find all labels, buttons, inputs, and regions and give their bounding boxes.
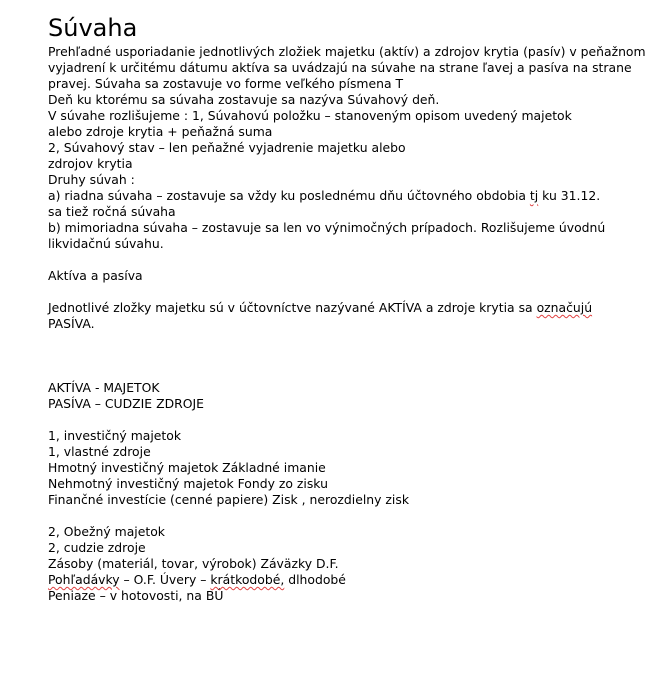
intro-line-3: pravej. Súvaha sa zostavuje vo forme veľkého písmena T <box>48 76 404 91</box>
section-heading: Aktíva a pasíva <box>48 268 143 283</box>
group2-line-4-text: – O.F. Úvery – <box>119 572 211 587</box>
spacer <box>48 284 567 300</box>
intro-line-13: likvidačnú súvahu. <box>48 236 164 251</box>
intro-line-12: b) mimoriadna súvaha – zostavuje sa len vo výnimočných prípadoch. Rozlišujeme úvodnú <box>48 220 606 235</box>
spellcheck-word[interactable]: tj <box>529 188 539 203</box>
intro-line-10-text: a) riadna súvaha – zostavuje sa vždy ku poslednému dňu účtovného obdobia <box>48 188 530 203</box>
spacer <box>48 332 567 348</box>
pasiva-heading: PASÍVA – CUDZIE ZDROJE <box>48 396 204 411</box>
group2-line-4 <box>48 572 567 588</box>
section-paragraph-line-1 <box>48 300 593 316</box>
spacer <box>48 508 567 524</box>
spacer <box>48 412 567 428</box>
spellcheck-word[interactable]: krátkodobé, <box>210 572 285 587</box>
intro-line-6: alebo zdroje krytia + peňažná suma <box>48 124 273 139</box>
group2-line-4-end: dlhodobé <box>284 572 346 587</box>
intro-line-5: V súvahe rozlišujeme : 1, Súvahovú položku – stanoveným opisom uvedený majetok <box>48 108 572 123</box>
intro-line-2: vyjadrení k určitému dátumu aktíva sa uvádzajú na súvahe na strane ľavej a pasíva na strane <box>48 60 632 75</box>
section-paragraph-line-2: PASÍVA. <box>48 316 95 331</box>
group2-line-2: 2, cudzie zdroje <box>48 540 146 555</box>
intro-line-11: sa tiež ročná súvaha <box>48 204 176 219</box>
page-title: Súvaha <box>48 14 138 42</box>
group1-line-1: 1, investičný majetok <box>48 428 182 443</box>
aktiva-heading: AKTÍVA - MAJETOK <box>48 380 160 395</box>
intro-line-4: Deň ku ktorému sa súvaha zostavuje sa nazýva Súvahový deň. <box>48 92 440 107</box>
spellcheck-word[interactable]: označujú <box>536 300 593 315</box>
section-paragraph-text: Jednotlivé zložky majetku sú v účtovníctve nazývané AKTÍVA a zdroje krytia sa <box>48 300 537 315</box>
intro-line-10 <box>48 188 601 204</box>
group1-line-5: Finančné investície (cenné papiere) Zisk , nerozdielny zisk <box>48 492 409 507</box>
intro-line-8: zdrojov krytia <box>48 156 133 171</box>
intro-line-1: Prehľadné usporiadanie jednotlivých zložiek majetku (aktív) a zdrojov krytia (pasív) v peňažnom <box>48 44 646 59</box>
spacer <box>48 348 567 364</box>
intro-line-7: 2, Súvahový stav – len peňažné vyjadrenie majetku alebo <box>48 140 406 155</box>
spacer <box>48 252 567 268</box>
group2-line-3: Zásoby (materiál, tovar, výrobok) Záväzky D.F. <box>48 556 339 571</box>
group1-line-4: Nehmotný investičný majetok Fondy zo zisku <box>48 476 328 491</box>
intro-line-10-end: ku 31.12. <box>538 188 601 203</box>
group2-line-5: Peniaze – v hotovosti, na BÚ <box>48 588 224 603</box>
document-page <box>48 14 646 604</box>
spacer <box>48 364 567 380</box>
spellcheck-word[interactable]: Pohľadávky <box>48 572 120 587</box>
group1-line-2: 1, vlastné zdroje <box>48 444 151 459</box>
group2-line-1: 2, Obežný majetok <box>48 524 165 539</box>
group1-line-3: Hmotný investičný majetok Základné imanie <box>48 460 326 475</box>
intro-line-9: Druhy súvah : <box>48 172 135 187</box>
